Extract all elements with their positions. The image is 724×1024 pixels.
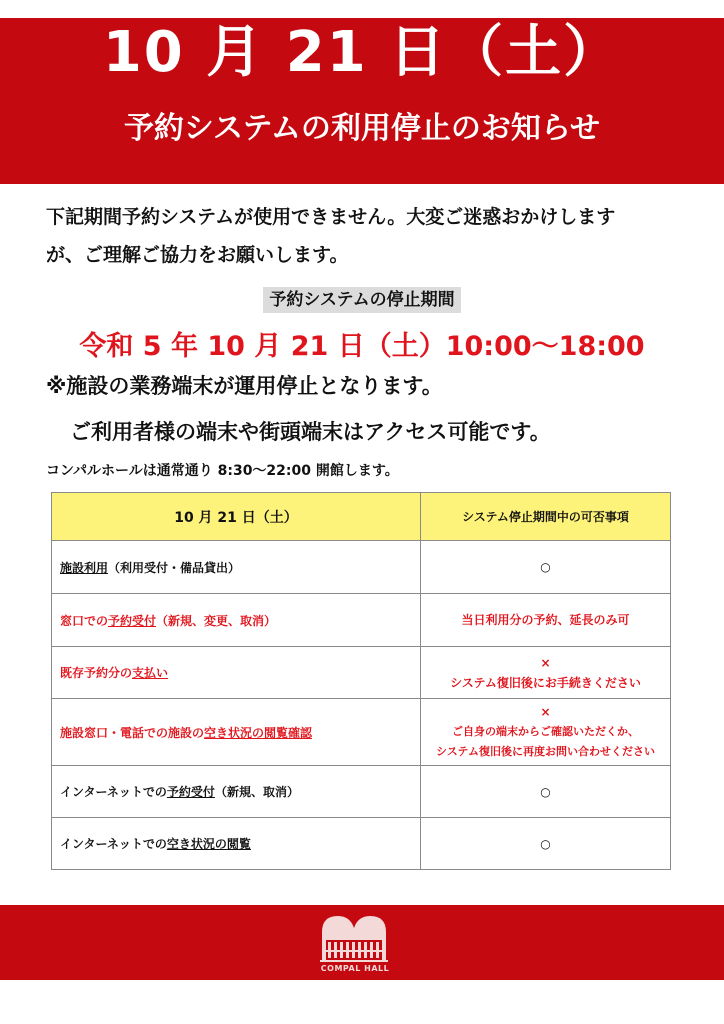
table-header-availability: システム停止期間中の可否事項 xyxy=(421,493,671,541)
notice-title: 予約システムの利用停止のお知らせ xyxy=(123,111,601,146)
table-row xyxy=(52,766,671,818)
table-header-date: 10 月 21 日（土） xyxy=(52,493,421,541)
table-header-row xyxy=(52,493,671,541)
row-item: 施設窓口・電話での施設の空き状況の閲覧確認 xyxy=(52,699,421,766)
period-label xyxy=(0,285,724,310)
logo-text: COMPAL HALL xyxy=(320,964,390,973)
intro-text xyxy=(46,198,686,274)
intro-line-1: 下記期間予約システムが使用できません。大変ご迷惑おかけします xyxy=(46,206,616,228)
row-item: インターネットでの空き状況の閲覧 xyxy=(52,818,421,870)
opening-hours: コンパルホールは通常通り 8:30～22:00 開館します。 xyxy=(46,463,399,479)
row-answer: 当日利用分の予約、延長のみ可 xyxy=(421,594,671,647)
row-item: 窓口での予約受付（新規、変更、取消） xyxy=(52,594,421,647)
table-row xyxy=(52,647,671,699)
suspension-period: 令和 5 年 10 月 21 日（土）10:00～18:00 xyxy=(79,331,645,362)
row-answer: × ご自身の端末からご確認いただくか、 システム復旧後に再度お問い合わせください xyxy=(421,699,671,766)
table-row xyxy=(52,818,671,870)
row-answer: ○ xyxy=(421,818,671,870)
note-terminal-suspended: ※施設の業務端末が運用停止となります。 xyxy=(46,374,443,398)
table-row xyxy=(52,541,671,594)
date-title: 10 月 21 日（土） xyxy=(102,20,622,85)
availability-table xyxy=(51,492,671,870)
row-answer: ○ xyxy=(421,766,671,818)
intro-line-2: が、ご理解ご協力をお願いします。 xyxy=(46,244,349,266)
row-item: 既存予約分の支払い xyxy=(52,647,421,699)
table-row xyxy=(52,699,671,766)
period-label-text: 予約システムの停止期間 xyxy=(263,287,460,313)
row-item: インターネットでの予約受付（新規、取消） xyxy=(52,766,421,818)
row-item: 施設利用（利用受付・備品貸出） xyxy=(52,541,421,594)
row-answer: ○ xyxy=(421,541,671,594)
row-answer: × システム復旧後にお手続きください xyxy=(421,647,671,699)
note-user-access: ご利用者様の端末や街頭端末はアクセス可能です。 xyxy=(70,420,551,444)
table-row xyxy=(52,594,671,647)
